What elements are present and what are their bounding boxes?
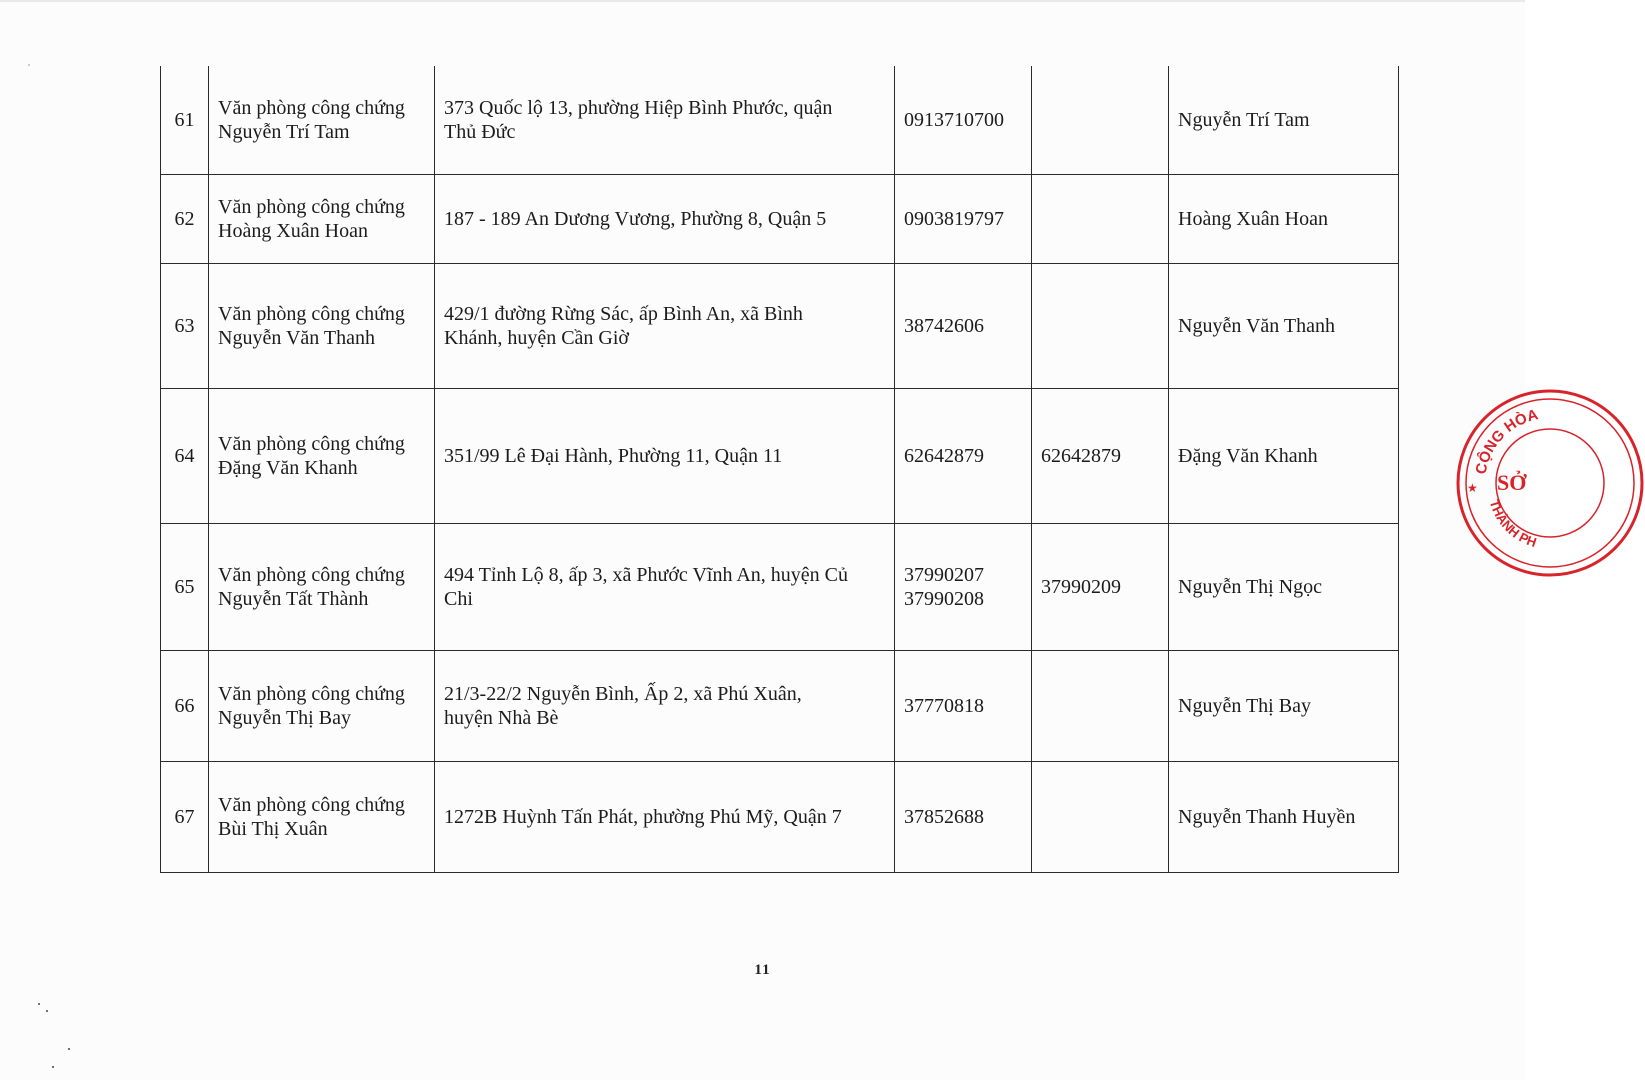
representative-cell: Hoàng Xuân Hoan [1169,174,1399,263]
address-cell [435,388,895,523]
phone-cell [895,523,1032,650]
address-cell [435,66,895,174]
phone-cell [895,388,1032,523]
office-name-cell [209,263,435,388]
cell-line: Nguyễn Trí Tam [218,120,350,143]
fax-cell [1032,650,1169,761]
cell-line: Bùi Thị Xuân [218,817,328,840]
cell-line: 0913710700 [904,108,1004,131]
cell-line: Văn phòng công chứng [218,96,405,119]
seal-bottom-text: THÀNH PH [1486,497,1539,550]
cell-line: 62642879 [904,444,984,467]
svg-text:THÀNH PH [1487,498,1539,550]
phone-cell [895,66,1032,174]
table-row [161,263,1399,388]
row-number-cell: 62 [161,174,209,263]
cell-line: Văn phòng công chứng [218,682,405,705]
table-row [161,388,1399,523]
cell-line: 1272B Huỳnh Tấn Phát, phường Phú Mỹ, Quận 7 [444,805,842,828]
cell-line: 37990208 [904,587,984,610]
representative-cell: Nguyễn Thị Ngọc [1169,523,1399,650]
cell-line: 351/99 Lê Đại Hành, Phường 11, Quận 11 [444,444,783,467]
address-cell [435,761,895,872]
phone-cell [895,650,1032,761]
scan-edge-line [0,0,1525,2]
cell-line: 429/1 đường Rừng Sác, ấp Bình An, xã Bình [444,302,803,325]
office-name-cell [209,66,435,174]
official-seal-stamp [1455,388,1645,578]
cell-line: Văn phòng công chứng [218,793,405,816]
table-row [161,761,1399,872]
cell-line: Văn phòng công chứng [218,432,405,455]
representative-cell: Nguyễn Văn Thanh [1169,263,1399,388]
phone-cell [895,761,1032,872]
address-cell [435,650,895,761]
office-name-cell [209,650,435,761]
cell-line: 38742606 [904,314,984,337]
cell-line: Thủ Đức [444,120,516,143]
address-cell [435,263,895,388]
notary-office-table [160,66,1399,873]
row-number-cell: 66 [161,650,209,761]
cell-line: Văn phòng công chứng [218,563,405,586]
cell-line: 37990207 [904,563,984,586]
table-row [161,523,1399,650]
cell-line: Nguyễn Tất Thành [218,587,369,610]
representative-cell: Nguyễn Trí Tam [1169,66,1399,174]
fax-cell [1032,263,1169,388]
cell-line: 373 Quốc lộ 13, phường Hiệp Bình Phước, quận [444,96,833,119]
fax-cell [1032,174,1169,263]
table-row [161,174,1399,263]
cell-line: Nguyễn Thị Bay [218,706,351,729]
cell-line: Nguyễn Văn Thanh [218,326,376,349]
address-cell [435,174,895,263]
page-number: 11 [754,962,771,978]
row-number-cell: 63 [161,263,209,388]
row-number-cell: 64 [161,388,209,523]
table-row [161,66,1399,174]
office-name-cell [209,523,435,650]
svg-text:CỘNG HÒA [1473,406,1540,476]
fax-cell: 62642879 [1032,388,1169,523]
row-number-cell: 65 [161,523,209,650]
office-name-cell [209,388,435,523]
cell-line: Hoàng Xuân Hoan [218,219,368,242]
cell-line: 187 - 189 An Dương Vương, Phường 8, Quận 5 [444,207,827,230]
representative-cell: Đặng Văn Khanh [1169,388,1399,523]
table-row [161,650,1399,761]
cell-line: Chi [444,587,473,610]
seal-top-text: CỘNG HÒA [1472,406,1540,476]
seal-center-text: SỞ [1497,470,1527,495]
row-number-cell: 61 [161,66,209,174]
fax-cell [1032,66,1169,174]
representative-cell: Nguyễn Thị Bay [1169,650,1399,761]
phone-cell [895,263,1032,388]
row-number-cell: 67 [161,761,209,872]
representative-cell: Nguyễn Thanh Huyền [1169,761,1399,872]
phone-cell [895,174,1032,263]
fax-cell: 37990209 [1032,523,1169,650]
table-body [161,66,1399,872]
cell-line: 0903819797 [904,207,1004,230]
seal-star-icon: ★ [1467,481,1478,495]
cell-line: 21/3-22/2 Nguyễn Bình, Ấp 2, xã Phú Xuân, [444,682,802,705]
cell-line: Văn phòng công chứng [218,195,405,218]
fax-cell [1032,761,1169,872]
cell-line: Văn phòng công chứng [218,302,405,325]
cell-line: Đặng Văn Khanh [218,456,358,479]
cell-line: 37852688 [904,805,984,828]
cell-line: Khánh, huyện Cần Giờ [444,326,629,349]
address-cell [435,523,895,650]
cell-line: 37770818 [904,694,984,717]
cell-line: 494 Tỉnh Lộ 8, ấp 3, xã Phước Vĩnh An, huyện Củ [444,563,848,586]
office-name-cell [209,761,435,872]
office-name-cell [209,174,435,263]
cell-line: huyện Nhà Bè [444,706,559,729]
